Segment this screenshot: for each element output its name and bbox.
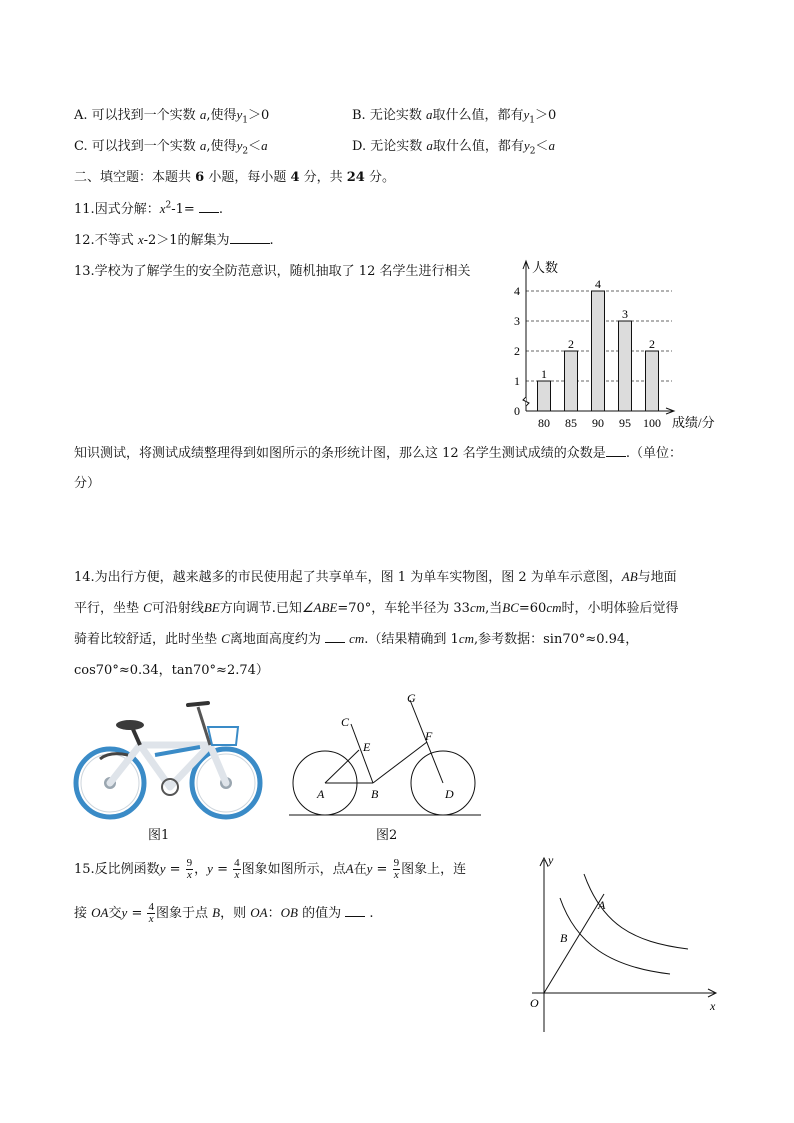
data-label: 2: [649, 337, 655, 351]
fraction-9-over-x-b: $\frac{9}{x}$: [393, 857, 400, 881]
bar-80: [538, 381, 551, 411]
x-tick-label: 95: [619, 416, 631, 430]
figure-1-caption: 图1: [148, 828, 170, 843]
figure-2-caption: 图2: [376, 828, 398, 843]
question-13-line2: 知识测试，将测试成绩整理得到如图所示的条形统计图，那么这 12 名学生测试成绩的众数是 .（单位：: [74, 446, 682, 461]
point-a-label: A: [598, 898, 606, 912]
x-tick-label: 90: [592, 416, 604, 430]
question-13-line1: 13.学校为了解学生的安全防范意识，随机抽取了 12 名学生进行相关: [74, 264, 471, 279]
data-label: 1: [541, 367, 547, 381]
data-label: 3: [622, 307, 628, 321]
point-e-label: E: [363, 740, 371, 754]
origin-label: O: [530, 996, 539, 1010]
point-d-label: D: [445, 787, 454, 801]
question-11: 11.因式分解：$x^2-1=$ .: [74, 200, 224, 217]
y-tick-label: 3: [514, 314, 520, 328]
y-tick-label: 1: [514, 374, 520, 388]
option-a: A. 可以找到一个实数 a,使得$y_1>0$: [74, 107, 270, 126]
y-tick-label: 0: [514, 404, 520, 418]
answer-blank[interactable]: [230, 231, 270, 244]
point-a-label: A: [317, 787, 325, 801]
answer-blank[interactable]: [199, 200, 219, 213]
point-c-label: C: [341, 715, 350, 729]
option-d: D. 无论实数 a取什么值，都有$y_2<a$: [352, 138, 555, 157]
axis-break: [523, 397, 529, 406]
fraction-4-over-x: $\frac{4}{x}$: [234, 857, 240, 881]
bar-85: [565, 351, 578, 411]
question-14-line4: cos70°≈0.34，tan70°≈2.74）: [74, 663, 269, 678]
point-b-label: B: [560, 931, 568, 945]
fraction-9-over-x: $\frac{9}{x}$: [186, 857, 193, 881]
question-15-line1: 15.反比例函数y = $\frac{9}{x}$ ，y = $\frac{4}{x}$ 图象如图所示，点A在y = $\frac{9}{x}$ 图象上，连: [74, 857, 467, 881]
question-14-line2: 平行，坐垫 C可沿射线BE方向调节.已知∠ABE=70°，车轮半径为 33cm,当BC=60cm时，小明体验后觉得: [74, 600, 679, 616]
x-tick-label: 100: [643, 416, 661, 430]
bar-chart: [500, 254, 730, 434]
question-15-line2: 接 OA交y = $\frac{4}{x}$ 图象于点 B，则 OA：OB 的值为 .: [74, 901, 374, 925]
bar-100: [646, 351, 659, 411]
x-axis-label: x: [710, 999, 716, 1013]
bicycle-diagram: [285, 688, 495, 823]
answer-blank[interactable]: [325, 630, 345, 643]
point-b-label: B: [371, 787, 379, 801]
y-tick-label: 4: [514, 284, 520, 298]
question-14-line3: 骑着比较舒适，此时坐垫 C离地面高度约为 cm.（结果精确到 1cm,参考数据：sin70°≈0.94，: [74, 631, 639, 647]
answer-blank[interactable]: [345, 904, 365, 917]
point-f-label: F: [425, 729, 433, 743]
section-header: 二、填空题：本题共 6 小题，每小题 4 分，共 24 分。: [74, 170, 395, 185]
y-axis-label: y: [548, 853, 554, 867]
bar-90: [592, 291, 605, 411]
x-tick-label: 85: [565, 416, 577, 430]
question-14-line1: 14.为出行方便，越来越多的市民使用起了共享单车，图 1 为单车实物图，图 2 为单车示意图，AB与地面: [74, 569, 677, 585]
option-b: B. 无论实数 a取什么值，都有$y_1>0$: [352, 107, 557, 126]
question-13-line3: 分）: [74, 476, 101, 491]
fraction-4-over-x-b: $\frac{4}{x}$: [148, 901, 154, 925]
point-g-label: G: [407, 691, 416, 705]
question-12: 12.不等式 x-2＞1的解集为 .: [74, 232, 274, 248]
y-tick-label: 2: [514, 344, 520, 358]
option-c: C. 可以找到一个实数 a,使得$y_2<a$: [74, 138, 268, 157]
data-label: 2: [568, 337, 574, 351]
bar-95: [619, 321, 632, 411]
data-label: 4: [595, 277, 601, 291]
x-axis-title: 成绩/分: [672, 415, 715, 430]
inverse-function-graph: [520, 852, 720, 1037]
x-tick-label: 80: [538, 416, 550, 430]
answer-blank[interactable]: [606, 444, 626, 457]
bicycle-picture: [70, 695, 270, 825]
y-axis-title: 人数: [532, 260, 559, 275]
